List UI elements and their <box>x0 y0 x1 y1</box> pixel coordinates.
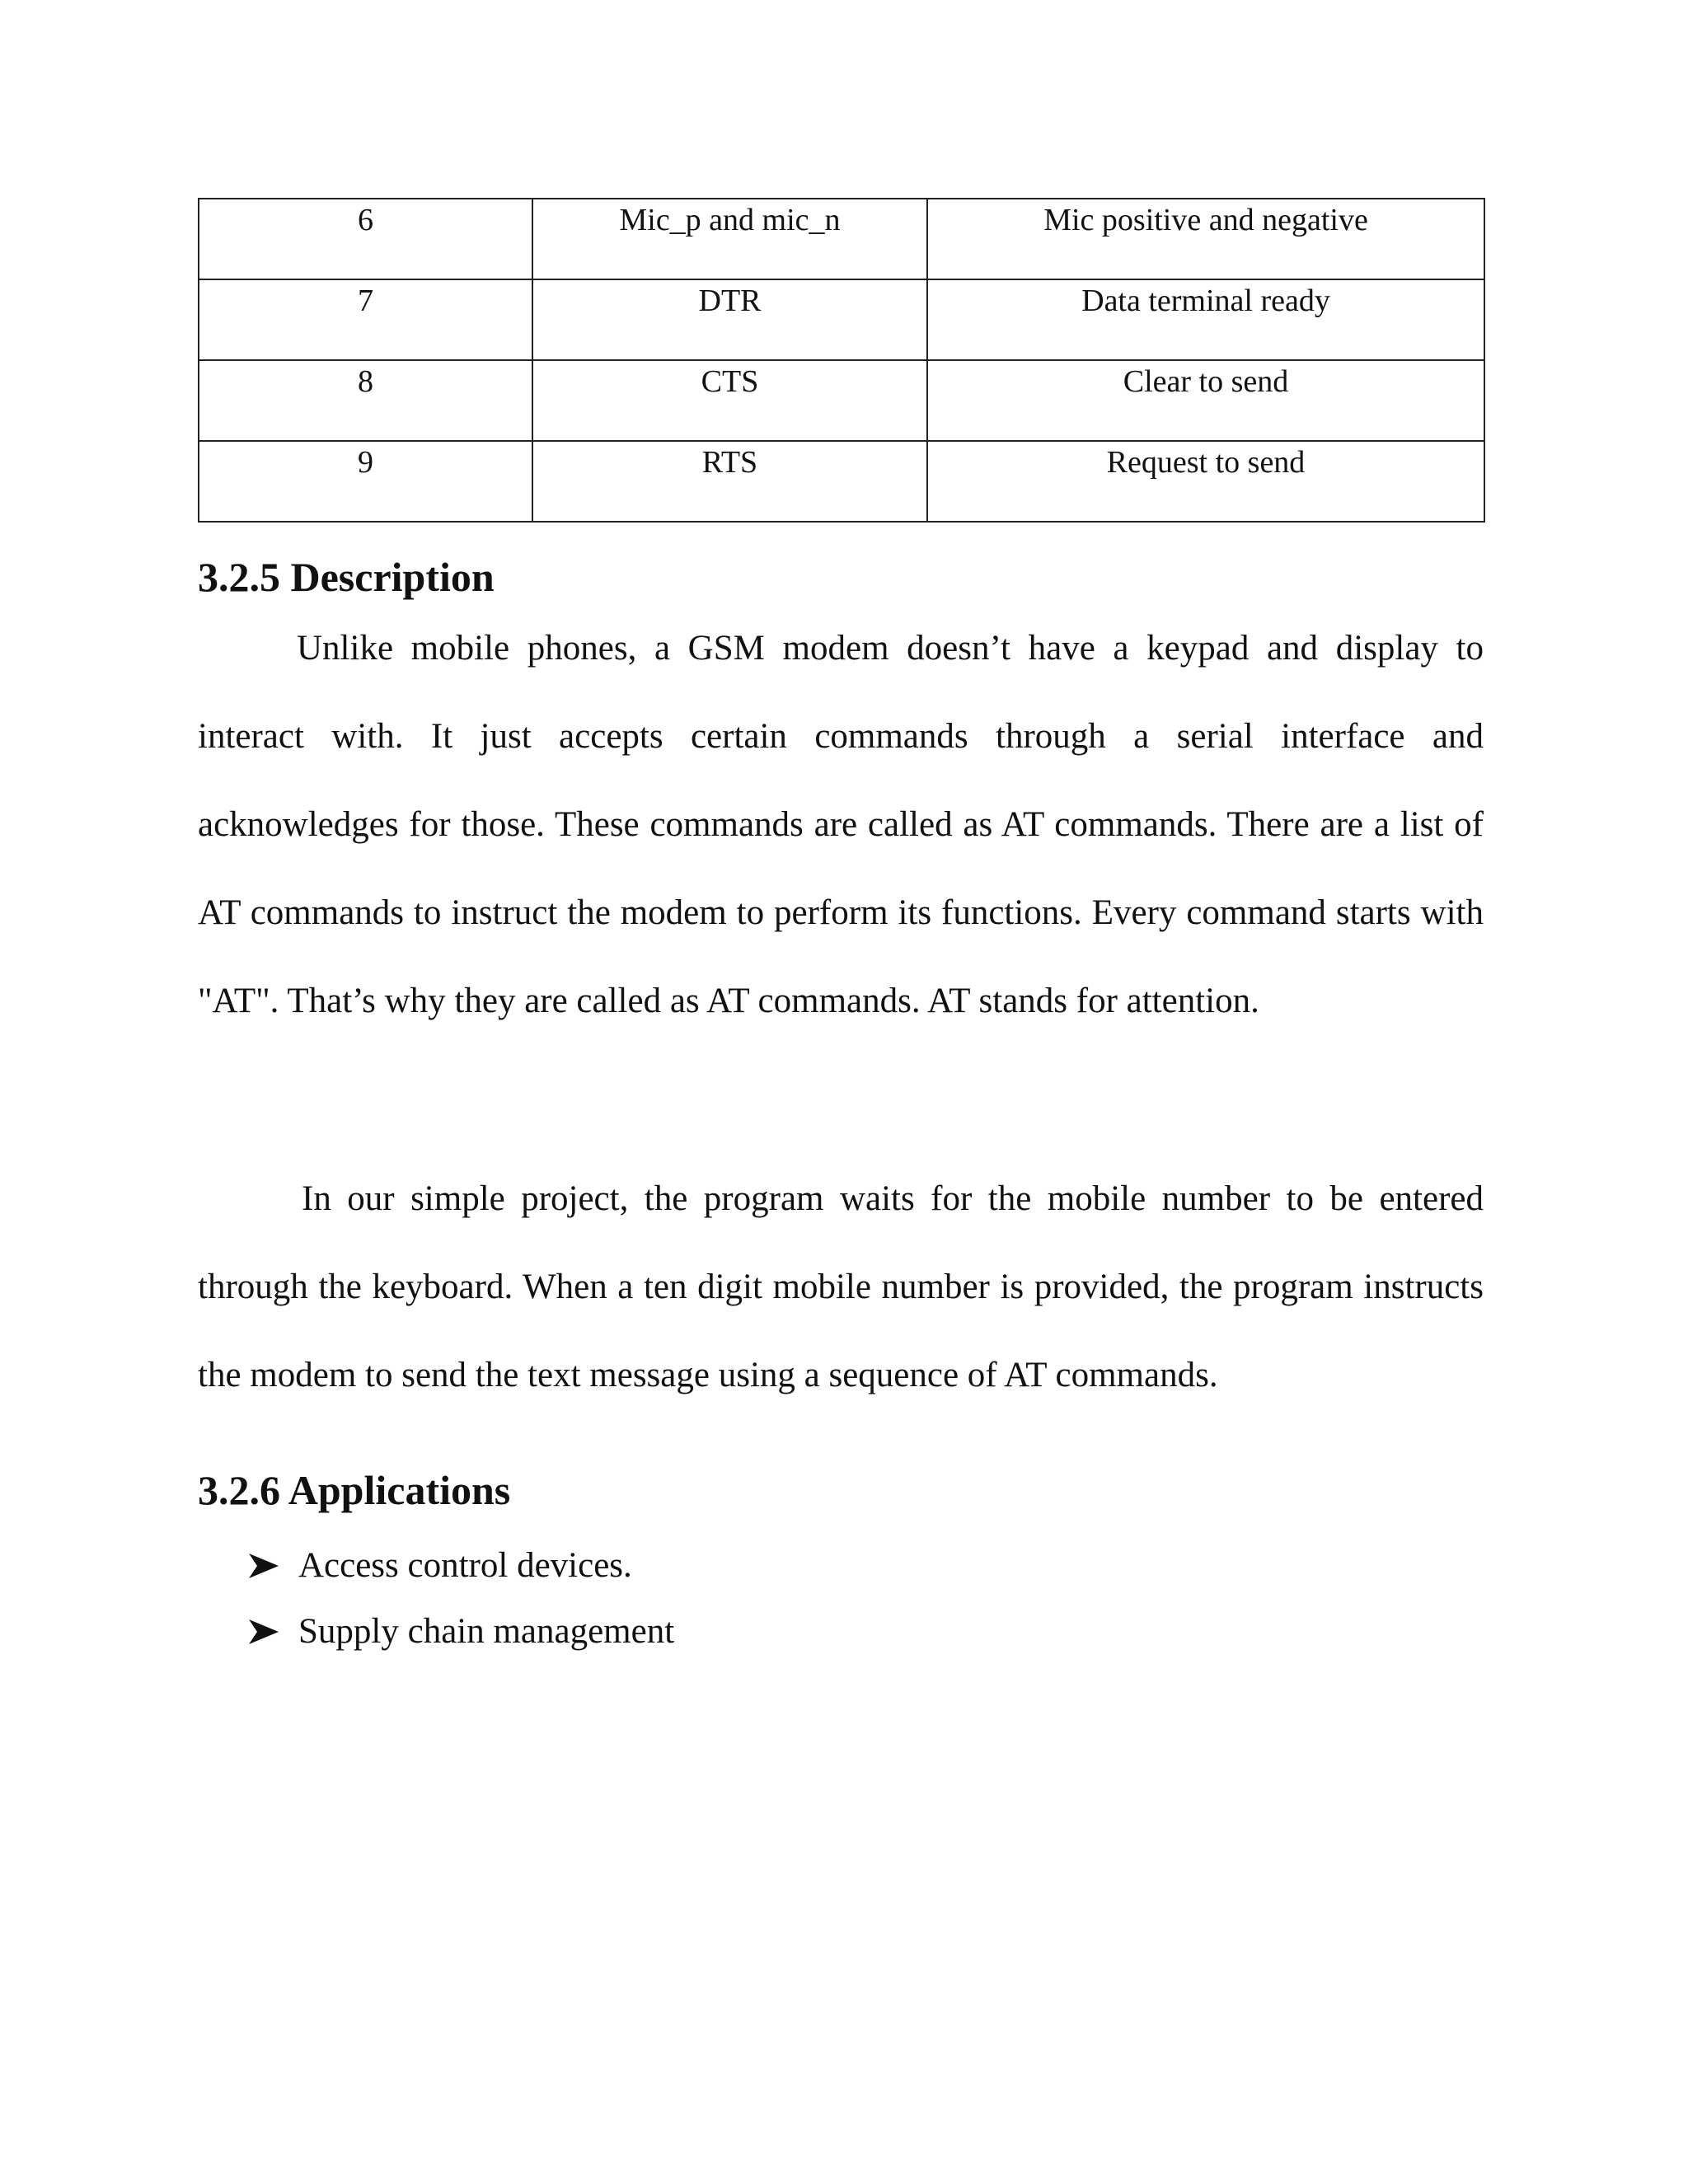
table-row <box>199 360 1484 441</box>
pin-description-cell: Data terminal ready <box>927 279 1484 360</box>
pin-description-cell: Request to send <box>927 441 1484 522</box>
description-paragraph-2: In our simple project, the program waits for the mobile number to be entered through the keyboard. When a ten digit mobile number is provided, the program instructs the modem to send the text message using a sequence of AT commands. <box>198 1179 1484 1394</box>
pin-number-cell: 7 <box>199 279 532 360</box>
applications-heading: 3.2.6 Applications <box>198 1467 511 1513</box>
pin-name-cell: DTR <box>532 279 927 360</box>
description-paragraph-1: Unlike mobile phones, a GSM modem doesn’t have a keypad and display to interact with. It just accepts certain commands through a serial interface and acknowledges for those. These commands are called as AT commands. There are a list of AT commands to instruct the modem to perform its functions. Every command starts with "AT". That’s why they are called as AT commands. AT stands for attention. <box>198 629 1484 1020</box>
list-item <box>247 1599 674 1665</box>
pin-number-cell: 9 <box>199 441 532 522</box>
pin-description-cell: Clear to send <box>927 360 1484 441</box>
applications-list <box>247 1533 674 1665</box>
description-heading: 3.2.5 Description <box>198 554 495 600</box>
pin-name-cell: Mic_p and mic_n <box>532 199 927 279</box>
table-row <box>199 199 1484 279</box>
table-row <box>199 441 1484 522</box>
pin-description-table <box>198 198 1485 523</box>
pin-name-cell: CTS <box>532 360 927 441</box>
pin-number-cell: 6 <box>199 199 532 279</box>
list-item-label: Supply chain management <box>298 1612 675 1651</box>
pin-name-cell: RTS <box>532 441 927 522</box>
arrowhead-bullet-icon <box>247 1618 280 1646</box>
pin-description-cell: Mic positive and negative <box>927 199 1484 279</box>
list-item-label: Access control devices. <box>298 1546 632 1585</box>
list-item <box>247 1533 674 1599</box>
pin-number-cell: 8 <box>199 360 532 441</box>
table-row <box>199 279 1484 360</box>
arrowhead-bullet-icon <box>247 1552 280 1580</box>
